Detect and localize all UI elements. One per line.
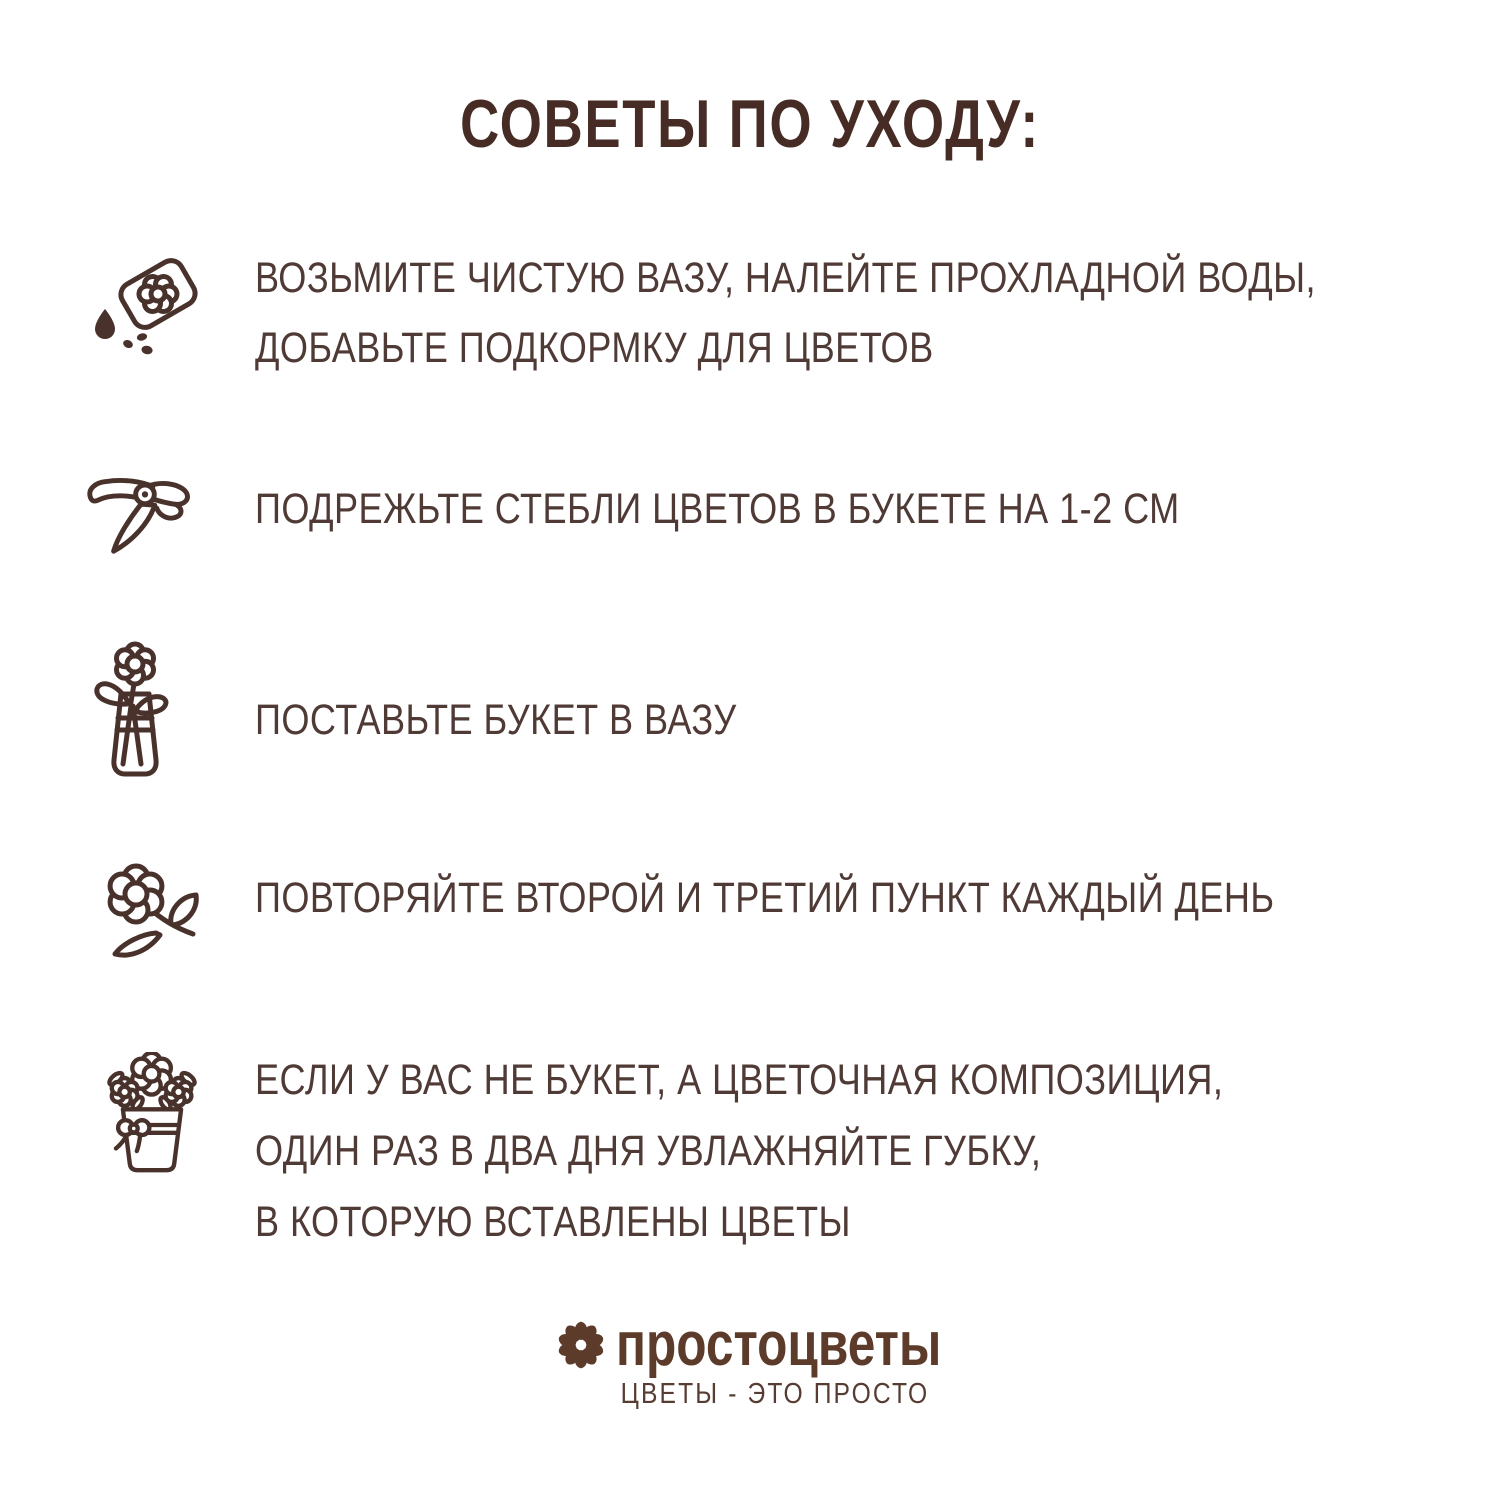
tip-5-text	[255, 1045, 1223, 1258]
flower-logo-icon	[552, 1316, 610, 1374]
fertilizer-sachet-water-drop-icon	[84, 252, 206, 364]
tip-3-text	[255, 685, 737, 755]
brand-name: простоцветы	[616, 1310, 942, 1379]
tip-5-line-2: ОДИН РАЗ В ДВА ДНЯ УВЛАЖНЯЙТЕ ГУБКУ,	[255, 1127, 1042, 1175]
pruning-shears-icon	[80, 462, 208, 562]
tip-1-line-2: ДОБАВЬТЕ ПОДКОРМКУ ДЛЯ ЦВЕТОВ	[255, 324, 934, 372]
tip-5-line-3: В КОТОРУЮ ВСТАВЛЕНЫ ЦВЕТЫ	[255, 1198, 851, 1246]
flower-in-vase-icon	[90, 640, 175, 792]
tip-3-line-1: ПОСТАВЬТЕ БУКЕТ В ВАЗУ	[255, 696, 737, 744]
tip-2-line-1: ПОДРЕЖЬТЕ СТЕБЛИ ЦВЕТОВ В БУКЕТЕ НА 1-2 СМ	[255, 485, 1180, 533]
tip-4-text	[255, 863, 1275, 933]
brand-lockup	[552, 1312, 1023, 1378]
brand-tagline: ЦВЕТЫ - ЭТО ПРОСТО	[620, 1378, 930, 1410]
tip-1-line-1: ВОЗЬМИТЕ ЧИСТУЮ ВАЗУ, НАЛЕЙТЕ ПРОХЛАДНОЙ ВОДЫ,	[255, 254, 1316, 302]
flower-arrangement-pot-icon	[102, 1052, 202, 1178]
page-title: СОВЕТЫ ПО УХОДУ:	[460, 86, 1040, 162]
tip-2-text	[255, 474, 1180, 544]
tip-1-text	[255, 243, 1316, 383]
tip-5-line-1: ЕСЛИ У ВАС НЕ БУКЕТ, А ЦВЕТОЧНАЯ КОМПОЗИЦИЯ,	[255, 1056, 1224, 1104]
tip-4-line-1: ПОВТОРЯЙТЕ ВТОРОЙ И ТРЕТИЙ ПУНКТ КАЖДЫЙ ДЕНЬ	[255, 874, 1275, 922]
flower-stem-icon	[98, 860, 213, 972]
